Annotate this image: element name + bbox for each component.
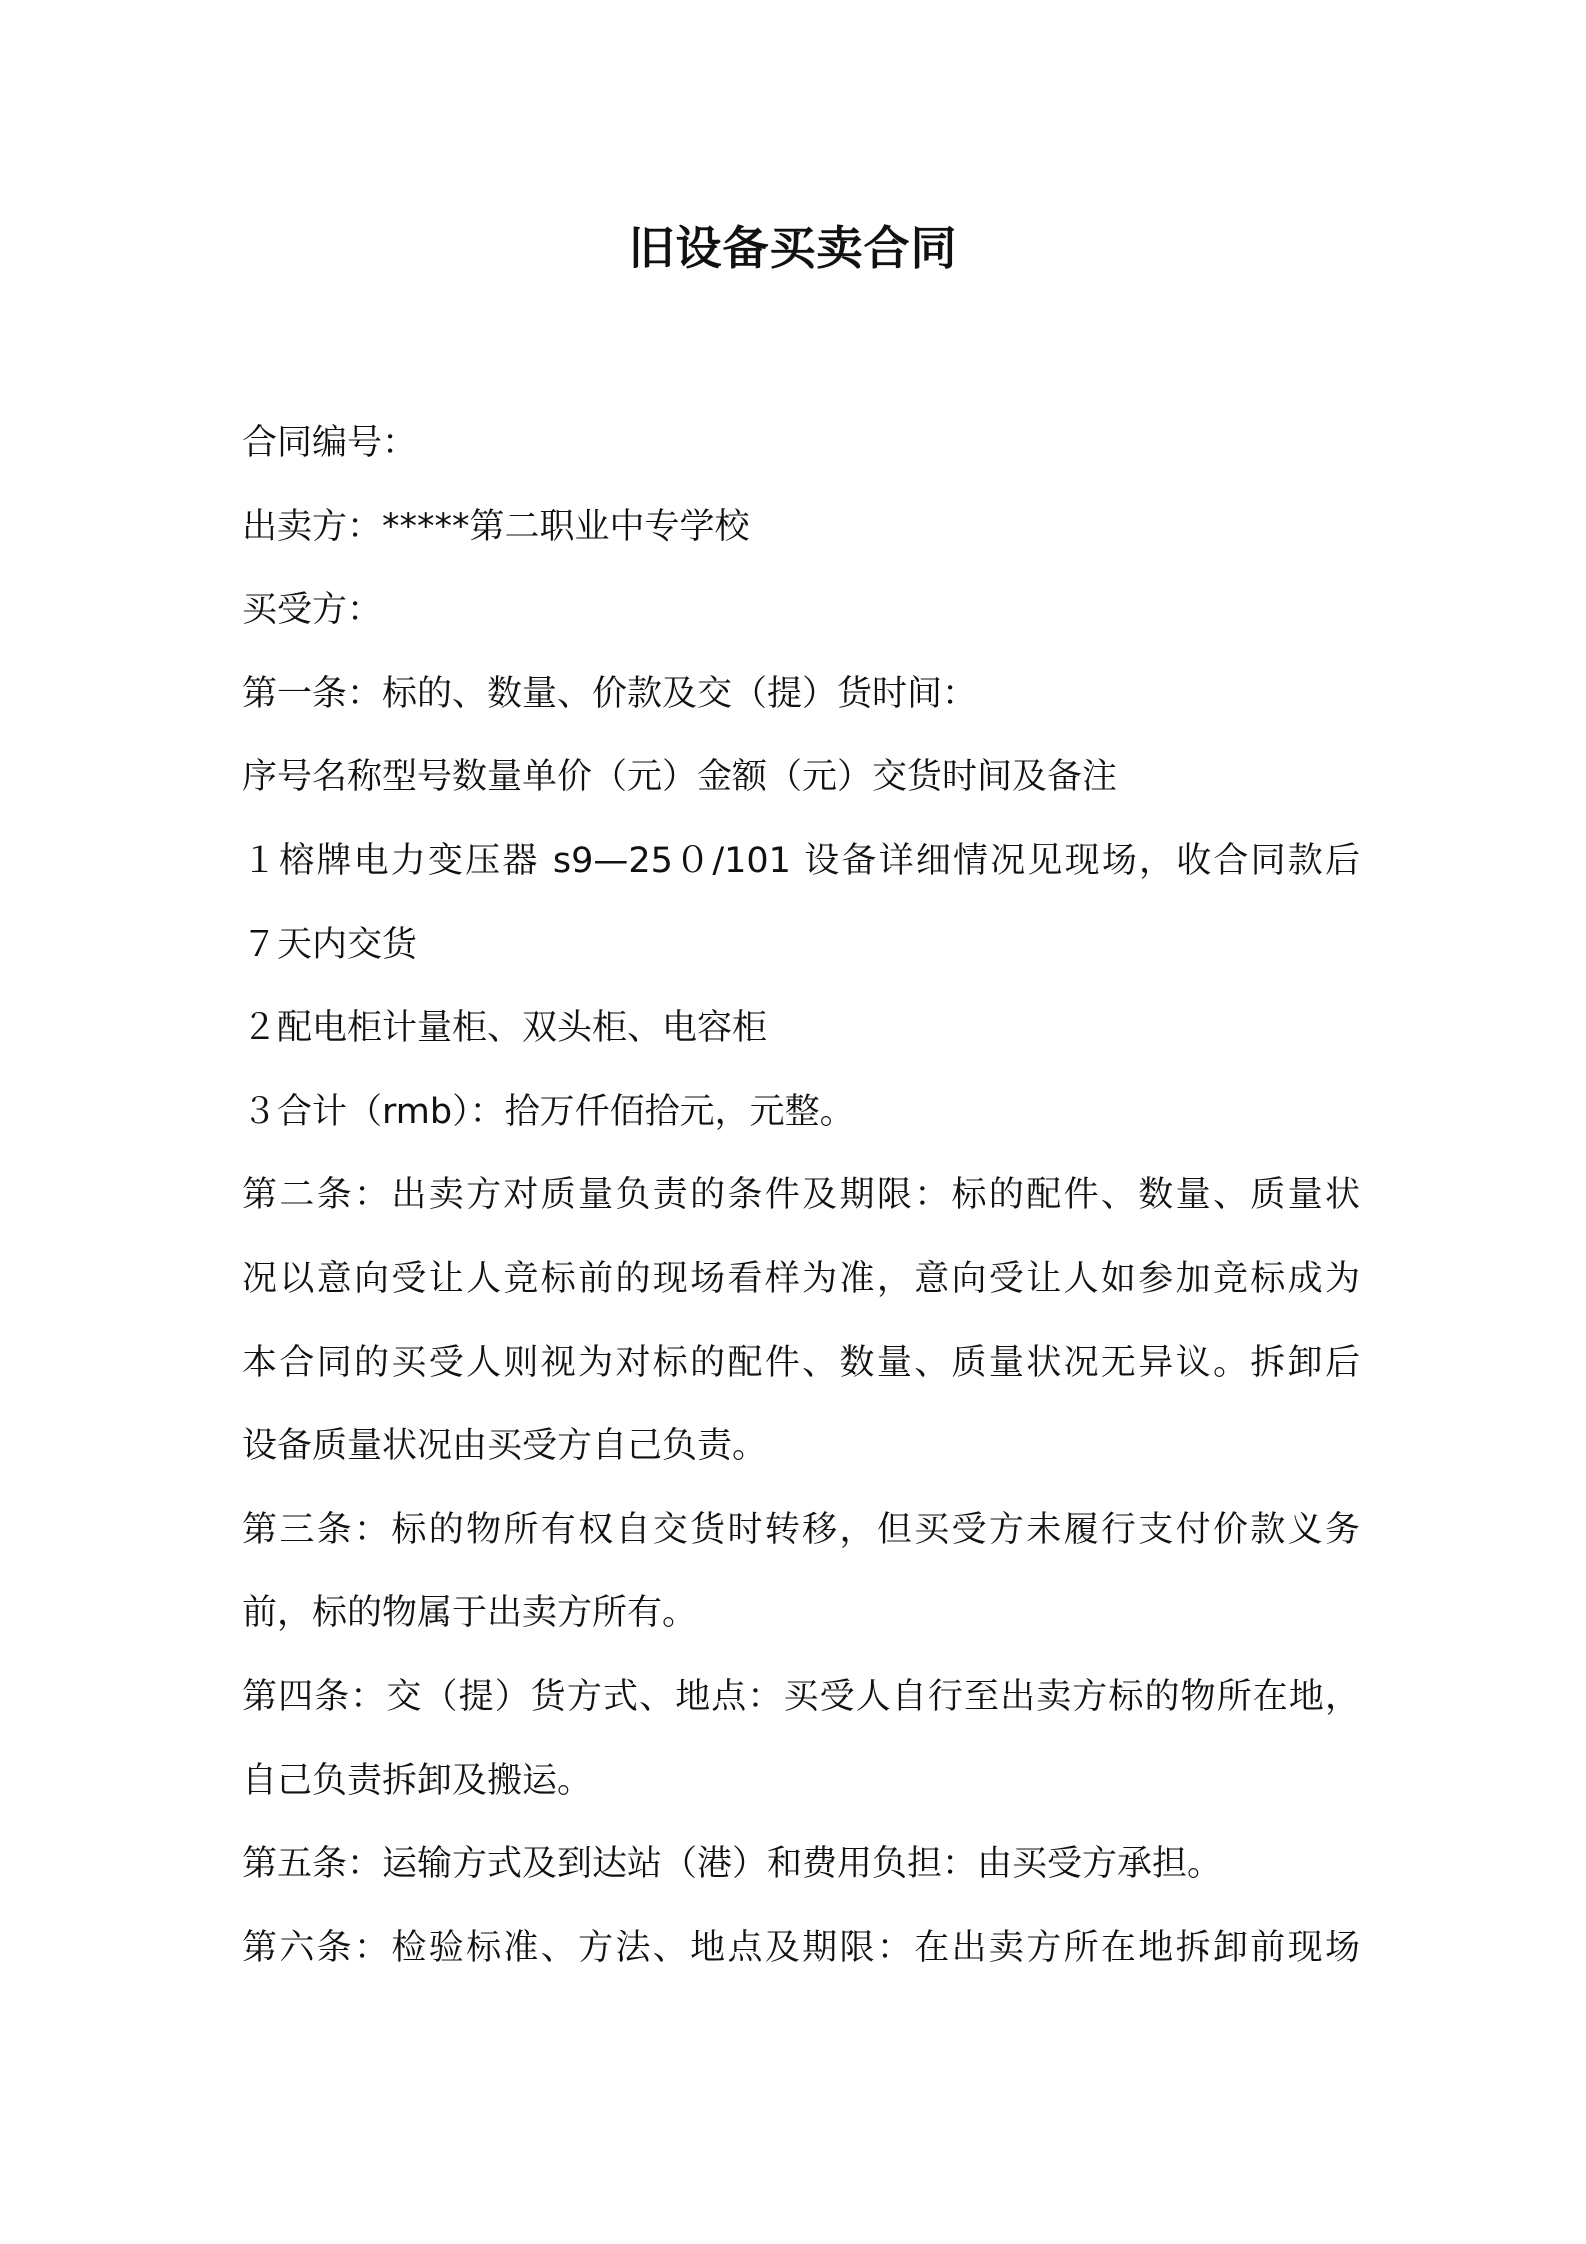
document-body [242,402,1360,1990]
text-line-article-2: 第二条：出卖方对质量负责的条件及期限：标的配件、数量、质量状 [242,1175,1360,1216]
document-title: 旧设备买卖合同 [628,221,958,275]
text-line-article-2-cont-1: 况以意向受让人竞标前的现场看样为准，意向受让人如参加竞标成为 [242,1258,1360,1299]
text-line-article-6: 第六条：检验标准、方法、地点及期限：在出卖方所在地拆卸前现场 [242,1927,1360,1968]
text-line-article-1: 第一条：标的、数量、价款及交（提）货时间： [242,673,978,714]
text-line-item-3-total: ３合计（rmb）：拾万仟佰拾元，元整。 [242,1091,855,1132]
text-line-table-header: 序号名称型号数量单价（元）金额（元）交货时间及备注 [242,757,1118,798]
text-line-contract-number: 合同编号： [242,423,418,463]
text-line-buyer: 买受方： [242,590,383,631]
text-line-item-1-cont: ７天内交货 [242,924,418,965]
text-line-item-2: ２配电柜计量柜、双头柜、电容柜 [242,1008,768,1049]
text-line-article-5: 第五条：运输方式及到达站（港）和费用负担：由买受方承担。 [242,1844,1223,1885]
text-line-seller: 出卖方：*****第二职业中专学校 [242,506,750,547]
text-line-article-3: 第三条：标的物所有权自交货时转移，但买受方未履行支付价款义务 [242,1509,1360,1550]
text-line-article-4: 第四条：交（提）货方式、地点：买受人自行至出卖方标的物所在地， [242,1676,1360,1717]
text-line-article-2-cont-3: 设备质量状况由买受方自己负责。 [242,1426,768,1467]
text-line-article-3-cont: 前，标的物属于出卖方所有。 [242,1593,698,1634]
text-line-article-4-cont: 自己负责拆卸及搬运。 [242,1760,593,1801]
text-line-item-1: １榕牌电力变压器 s9—25０/101 设备详细情况见现场，收合同款后 [242,840,1360,881]
text-line-article-2-cont-2: 本合同的买受人则视为对标的配件、数量、质量状况无异议。拆卸后 [242,1342,1360,1383]
